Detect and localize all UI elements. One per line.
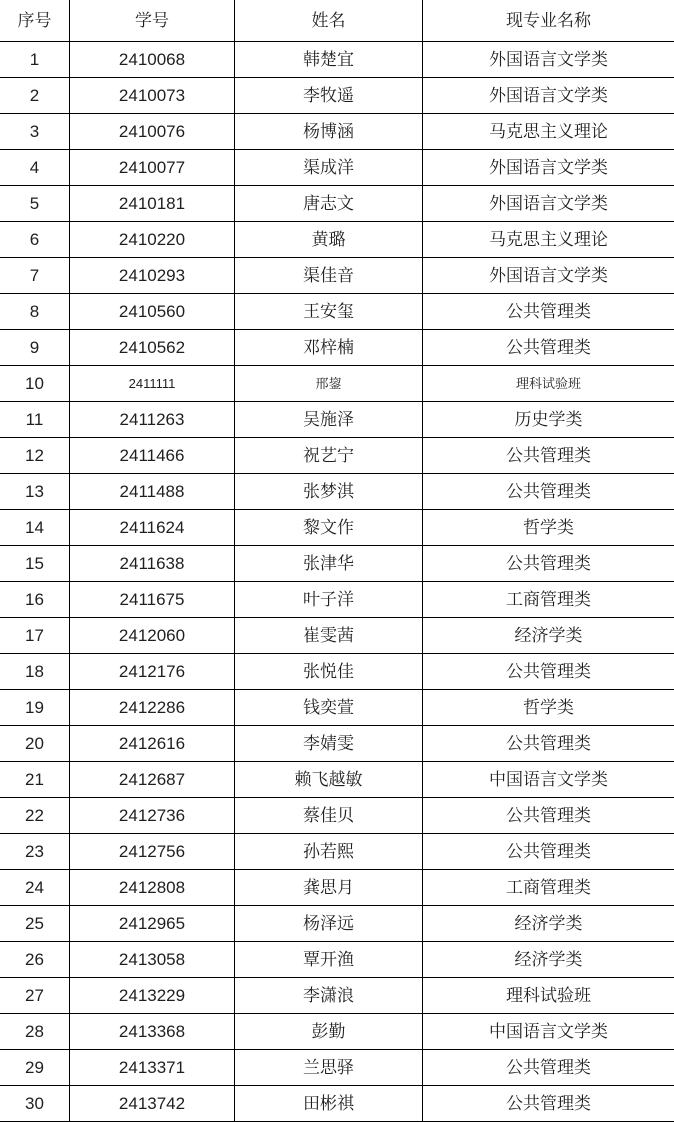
cell-index: 8 xyxy=(0,294,70,329)
table-row xyxy=(0,798,674,834)
cell-major: 公共管理类 xyxy=(506,482,591,501)
cell-major: 中国语言文学类 xyxy=(489,770,608,789)
cell-name: 杨博涵 xyxy=(235,114,423,149)
table-row xyxy=(0,834,674,870)
cell-index: 1 xyxy=(0,42,70,77)
cell-student-id: 2410293 xyxy=(70,258,235,293)
cell-index: 4 xyxy=(0,150,70,185)
cell-index: 5 xyxy=(0,186,70,221)
table-header-row xyxy=(0,0,674,42)
cell-major: 外国语言文学类 xyxy=(489,194,608,213)
cell-student-id: 2410077 xyxy=(70,150,235,185)
table-row xyxy=(0,1014,674,1050)
cell-major: 外国语言文学类 xyxy=(489,86,608,105)
cell-major: 哲学类 xyxy=(523,518,574,537)
cell-index: 17 xyxy=(0,618,70,653)
cell-name: 唐志文 xyxy=(235,186,423,221)
cell-index: 2 xyxy=(0,78,70,113)
table-row xyxy=(0,42,674,78)
cell-student-id: 2412176 xyxy=(70,654,235,689)
cell-name: 渠成洋 xyxy=(235,150,423,185)
table-row xyxy=(0,114,674,150)
cell-major: 经济学类 xyxy=(514,950,583,969)
cell-major: 公共管理类 xyxy=(506,302,591,321)
cell-student-id: 2411263 xyxy=(70,402,235,437)
cell-name: 覃开渔 xyxy=(235,942,423,977)
cell-student-id: 2411466 xyxy=(70,438,235,473)
cell-major: 经济学类 xyxy=(514,626,583,645)
cell-student-id: 2410073 xyxy=(70,78,235,113)
cell-major: 公共管理类 xyxy=(506,554,591,573)
table-row xyxy=(0,726,674,762)
cell-major: 哲学类 xyxy=(523,698,574,717)
table-body xyxy=(0,42,674,1122)
table-row xyxy=(0,1086,674,1122)
cell-name: 张悦佳 xyxy=(235,654,423,689)
cell-student-id: 2413371 xyxy=(70,1050,235,1085)
cell-major: 公共管理类 xyxy=(506,1058,591,1077)
cell-index: 12 xyxy=(0,438,70,473)
cell-student-id: 2410068 xyxy=(70,42,235,77)
cell-index: 16 xyxy=(0,582,70,617)
cell-major: 马克思主义理论 xyxy=(489,230,608,249)
table-row xyxy=(0,942,674,978)
table-row xyxy=(0,438,674,474)
cell-major: 外国语言文学类 xyxy=(489,158,608,177)
cell-index: 19 xyxy=(0,690,70,725)
cell-index: 27 xyxy=(0,978,70,1013)
cell-major: 公共管理类 xyxy=(506,1094,591,1113)
cell-student-id: 2413742 xyxy=(70,1086,235,1121)
cell-name: 渠佳音 xyxy=(235,258,423,293)
cell-student-id: 2412286 xyxy=(70,690,235,725)
cell-name: 蔡佳贝 xyxy=(235,798,423,833)
table-row xyxy=(0,258,674,294)
cell-student-id: 2412756 xyxy=(70,834,235,869)
cell-name: 李婧雯 xyxy=(235,726,423,761)
cell-student-id: 2412616 xyxy=(70,726,235,761)
cell-major: 公共管理类 xyxy=(506,446,591,465)
table-row xyxy=(0,402,674,438)
cell-major: 外国语言文学类 xyxy=(489,50,608,69)
cell-index: 23 xyxy=(0,834,70,869)
cell-student-id: 2410181 xyxy=(70,186,235,221)
cell-index: 7 xyxy=(0,258,70,293)
cell-name: 李牧遥 xyxy=(235,78,423,113)
cell-student-id: 2413229 xyxy=(70,978,235,1013)
cell-name: 吴施泽 xyxy=(235,402,423,437)
cell-name: 韩楚宜 xyxy=(235,42,423,77)
cell-index: 24 xyxy=(0,870,70,905)
cell-name: 钱奕萱 xyxy=(235,690,423,725)
column-header-major: 现专业名称 xyxy=(506,11,591,30)
cell-student-id: 2411675 xyxy=(70,582,235,617)
cell-major: 历史学类 xyxy=(514,410,583,429)
cell-name: 张梦淇 xyxy=(235,474,423,509)
table-row xyxy=(0,1050,674,1086)
cell-student-id: 2413058 xyxy=(70,942,235,977)
cell-student-id: 2412808 xyxy=(70,870,235,905)
cell-student-id: 2412736 xyxy=(70,798,235,833)
table-row xyxy=(0,222,674,258)
cell-major: 理科试验班 xyxy=(506,986,591,1005)
cell-name: 杨泽远 xyxy=(235,906,423,941)
cell-index: 30 xyxy=(0,1086,70,1121)
cell-major: 公共管理类 xyxy=(506,662,591,681)
cell-student-id: 2412060 xyxy=(70,618,235,653)
table-row xyxy=(0,78,674,114)
cell-index: 28 xyxy=(0,1014,70,1049)
cell-student-id: 2411488 xyxy=(70,474,235,509)
cell-name: 李潇浪 xyxy=(235,978,423,1013)
cell-name: 彭勤 xyxy=(235,1014,423,1049)
cell-index: 10 xyxy=(0,366,70,401)
cell-major: 中国语言文学类 xyxy=(489,1022,608,1041)
cell-name: 王安玺 xyxy=(235,294,423,329)
table-row xyxy=(0,546,674,582)
cell-index: 25 xyxy=(0,906,70,941)
cell-name: 祝艺宁 xyxy=(235,438,423,473)
cell-index: 6 xyxy=(0,222,70,257)
cell-major: 理科试验班 xyxy=(515,376,581,391)
cell-major: 工商管理类 xyxy=(506,878,591,897)
column-header-student-id: 学号 xyxy=(70,0,235,41)
cell-student-id: 2413368 xyxy=(70,1014,235,1049)
cell-major: 公共管理类 xyxy=(506,806,591,825)
cell-name: 崔雯茜 xyxy=(235,618,423,653)
cell-name: 邓梓楠 xyxy=(235,330,423,365)
cell-index: 14 xyxy=(0,510,70,545)
cell-index: 22 xyxy=(0,798,70,833)
table-row xyxy=(0,762,674,798)
cell-student-id: 2410560 xyxy=(70,294,235,329)
cell-index: 3 xyxy=(0,114,70,149)
cell-major: 工商管理类 xyxy=(506,590,591,609)
cell-index: 15 xyxy=(0,546,70,581)
cell-name: 田彬祺 xyxy=(235,1086,423,1121)
cell-name: 黎文作 xyxy=(235,510,423,545)
cell-name: 龚思月 xyxy=(235,870,423,905)
cell-student-id: 2411111 xyxy=(70,366,235,401)
cell-major: 经济学类 xyxy=(514,914,583,933)
table-row xyxy=(0,978,674,1014)
cell-index: 18 xyxy=(0,654,70,689)
table-row xyxy=(0,294,674,330)
cell-name: 邢鋆 xyxy=(235,366,423,401)
cell-student-id: 2410562 xyxy=(70,330,235,365)
cell-index: 26 xyxy=(0,942,70,977)
cell-student-id: 2412965 xyxy=(70,906,235,941)
table-row xyxy=(0,654,674,690)
cell-student-id: 2411624 xyxy=(70,510,235,545)
table-row xyxy=(0,150,674,186)
cell-name: 孙若熙 xyxy=(235,834,423,869)
cell-major: 公共管理类 xyxy=(506,842,591,861)
table-row xyxy=(0,366,674,402)
cell-name: 叶子洋 xyxy=(235,582,423,617)
cell-student-id: 2411638 xyxy=(70,546,235,581)
cell-student-id: 2410076 xyxy=(70,114,235,149)
table-row xyxy=(0,618,674,654)
cell-major: 公共管理类 xyxy=(506,734,591,753)
cell-index: 20 xyxy=(0,726,70,761)
table-row xyxy=(0,186,674,222)
cell-index: 13 xyxy=(0,474,70,509)
cell-name: 兰思驿 xyxy=(235,1050,423,1085)
cell-index: 11 xyxy=(0,402,70,437)
table-row xyxy=(0,510,674,546)
cell-major: 马克思主义理论 xyxy=(489,122,608,141)
table-row xyxy=(0,582,674,618)
table-row xyxy=(0,474,674,510)
cell-major: 外国语言文学类 xyxy=(489,266,608,285)
column-header-index: 序号 xyxy=(0,0,70,41)
cell-index: 21 xyxy=(0,762,70,797)
table-row xyxy=(0,906,674,942)
table-row xyxy=(0,330,674,366)
cell-name: 张津华 xyxy=(235,546,423,581)
cell-index: 9 xyxy=(0,330,70,365)
cell-index: 29 xyxy=(0,1050,70,1085)
cell-student-id: 2412687 xyxy=(70,762,235,797)
table-row xyxy=(0,690,674,726)
cell-name: 赖飞越敏 xyxy=(235,762,423,797)
cell-name: 黄璐 xyxy=(235,222,423,257)
table-row xyxy=(0,870,674,906)
cell-student-id: 2410220 xyxy=(70,222,235,257)
cell-major: 公共管理类 xyxy=(506,338,591,357)
column-header-name: 姓名 xyxy=(235,0,423,41)
